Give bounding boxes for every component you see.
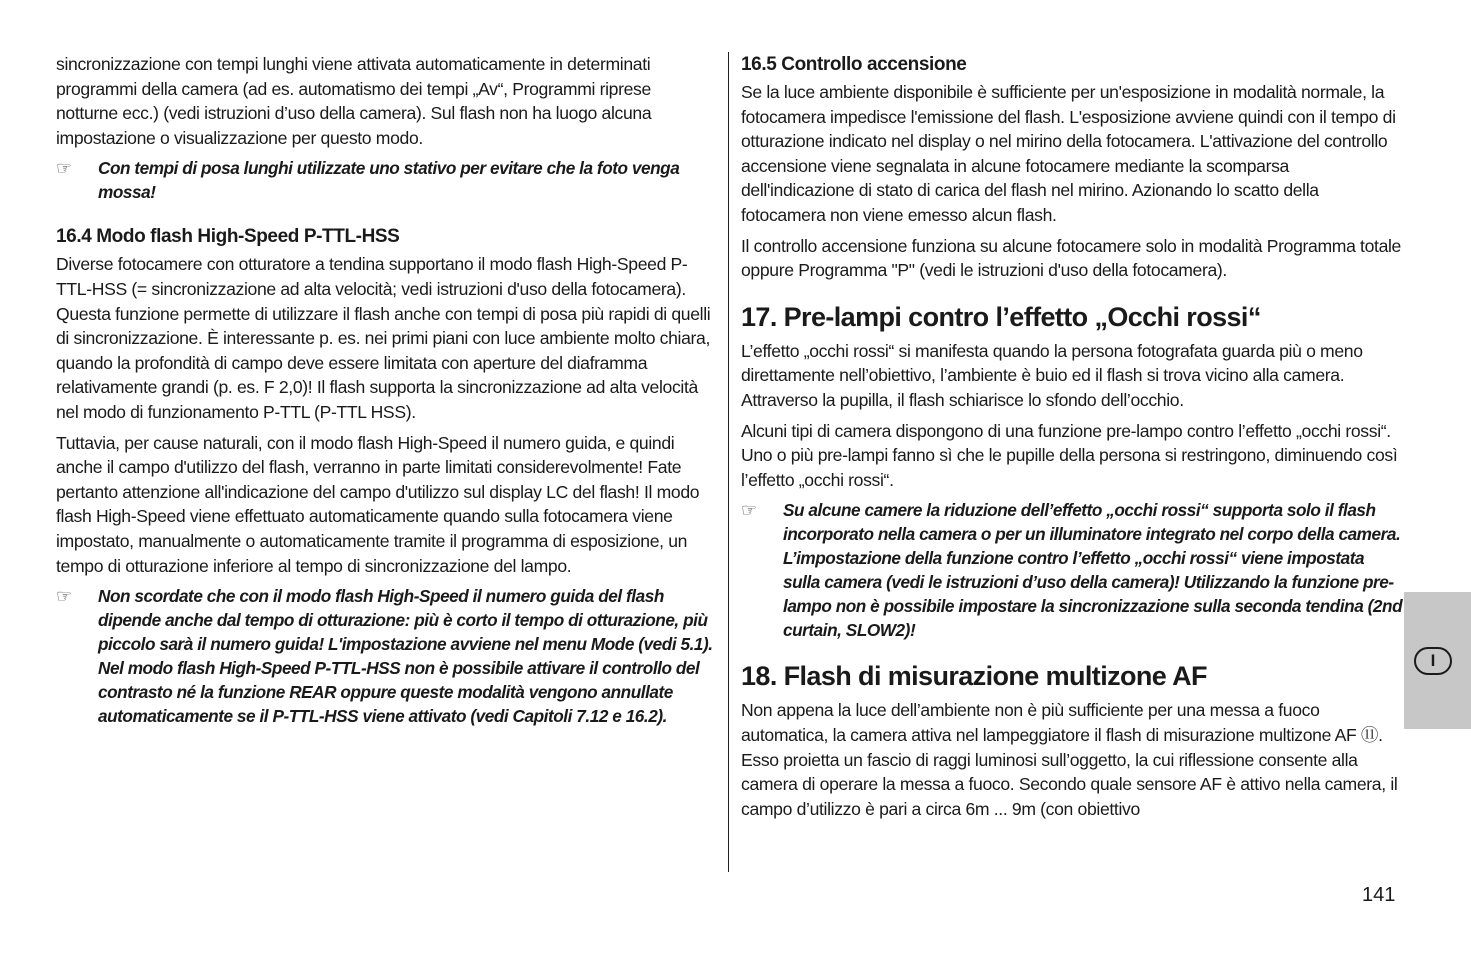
- section-heading-18: 18. Flash di misurazione multizone AF: [741, 661, 1207, 692]
- note-red-eye: [741, 498, 1403, 642]
- paragraph-af-flash: Non appena la luce dell’ambiente non è più sufficiente per una messa a fuoco automatica, la camera attiva nel lampeggiatore il flash di misurazione multizone AF ⑪. Esso proietta un fascio di raggi luminosi sull’oggetto, la cui riflessione consente alla camera di operare la messa a fuoco. Secondo quale sensore AF è attivo nella camera, il campo d’utilizzo è pari a circa 6m ... 9m (con obiettivo: [741, 700, 1398, 819]
- note-text: Su alcune camere la riduzione dell’effetto „occhi rossi“ supporta solo il flash incorporato nella camera o per un illuminatore integrato nel corpo della camera. L’impostazione della funzione contro l’effetto „occhi rossi“ viene impostata sulla camera (vedi le istruzioni d’uso della camera)! Utilizzando la funzione pre-lampo non è possibile impostare la sincronizzazione sulla seconda tendina (2nd curtain, SLOW2)!: [783, 500, 1403, 641]
- language-tab: [1404, 592, 1471, 729]
- section-heading-16-4: 16.4 Modo flash High-Speed P-TTL-HSS: [56, 226, 400, 248]
- language-badge: I: [1414, 647, 1452, 675]
- paragraph-red-eye-function: Alcuni tipi di camera dispongono di una funzione pre-lampo contro l’effetto „occhi rossi“. Uno o più pre-lampi fanno sì che le pupille della persona si restringono, diminuendo così l’effetto „occhi rossi“.: [741, 420, 1398, 490]
- note-long-exposure: [56, 156, 716, 204]
- intro-paragraph: sincronizzazione con tempi lunghi viene attivata automaticamente in determinati programmi della camera (ad es. automatismo dei tempi „Av“, Programmi riprese notturne ecc.) (vedi istruzioni d’uso della camera). Sul flash non ha luogo alcuna impostazione o visualizzazione per questo modo.: [56, 54, 652, 148]
- note-hss: [56, 584, 716, 728]
- paragraph-red-eye-cause: L’effetto „occhi rossi“ si manifesta quando la persona fotografata guarda più o meno direttamente nell’obiettivo, l’ambiente è buio ed il flash si trova vicino alla camera. Attraverso la pupilla, il flash schiarisce lo sfondo dell’occhio.: [741, 340, 1363, 410]
- paragraph-hss-intro: Diverse fotocamere con otturatore a tendina supportano il modo flash High-Speed P-TTL-HSS (= sincronizzazione ad alta velocità; vedi istruzioni d'uso della fotocamera). Questa funzione permette di utilizzare il flash anche con tempi di posa più rapidi di quelli di sincronizzazione. È interessante p. es. nei primi piani con luce ambiente molto chiara, quando la profondità di campo deve essere limitata con aperture del diaframma relativamente grandi (p. es. F 2,0)! Il flash supporta la sincronizzazione ad alta velocità nel modo di funzionamento P-TTL (P-TTL HSS).: [56, 254, 711, 422]
- pointing-hand-icon: ☞: [56, 586, 73, 607]
- note-text: Con tempi di posa lunghi utilizzate uno stativo per evitare che la foto venga mossa!: [98, 158, 680, 203]
- column-divider: [728, 52, 729, 872]
- section-heading-17: 17. Pre-lampi contro l’effetto „Occhi rossi“: [741, 301, 1261, 332]
- paragraph-hss-limits: Tuttavia, per cause naturali, con il modo flash High-Speed il numero guida, e quindi anche il campo d'utilizzo del flash, verranno in parte limitati considerevolmente! Fate pertanto attenzione all'indicazione del campo d'utilizzo sul display LC del flash! Il modo flash High-Speed viene effettuato automaticamente quando sulla fotocamera viene impostato, manualmente o automaticamente tramite il programma di esposizione, un tempo di otturazione inferiore al tempo di sincronizzazione del lampo.: [56, 432, 700, 576]
- page-number: 141: [1362, 884, 1396, 906]
- section-heading-16-5: 16.5 Controllo accensione: [741, 54, 967, 75]
- pointing-hand-icon: ☞: [56, 158, 73, 179]
- note-text: Non scordate che con il modo flash High-Speed il numero guida del flash dipende anche dal tempo di otturazione: più è corto il tempo di otturazione, più piccolo sarà il numero guida! L'impostazione avviene nel menu Mode (vedi 5.1). Nel modo flash High-Speed P-TTL-HSS non è possibile attivare il controllo del contrasto né la funzione REAR oppure queste modalità vengono annullate automaticamente se il P-TTL-HSS viene attivato (vedi Capitoli 7.12 e 16.2).: [98, 586, 713, 727]
- paragraph-firing-control-modes: Il controllo accensione funziona su alcune fotocamere solo in modalità Programma totale oppure Programma "P" (vedi le istruzioni d'uso della fotocamera).: [741, 235, 1401, 281]
- paragraph-firing-control: Se la luce ambiente disponibile è sufficiente per un'esposizione in modalità normale, la fotocamera impedisce l'emissione del flash. L'esposizione avviene quindi con il tempo di otturazione indicato nel display o nel mirino della fotocamera. L'attivazione del controllo accensione viene segnalata in alcune fotocamere mediante la scomparsa dell'indicazione di stato di carica del flash nel mirino. Azionando lo scatto della fotocamera non viene emesso alcun flash.: [741, 82, 1396, 225]
- right-column: [741, 52, 1403, 827]
- pointing-hand-icon: ☞: [741, 500, 758, 521]
- left-column: [56, 52, 716, 734]
